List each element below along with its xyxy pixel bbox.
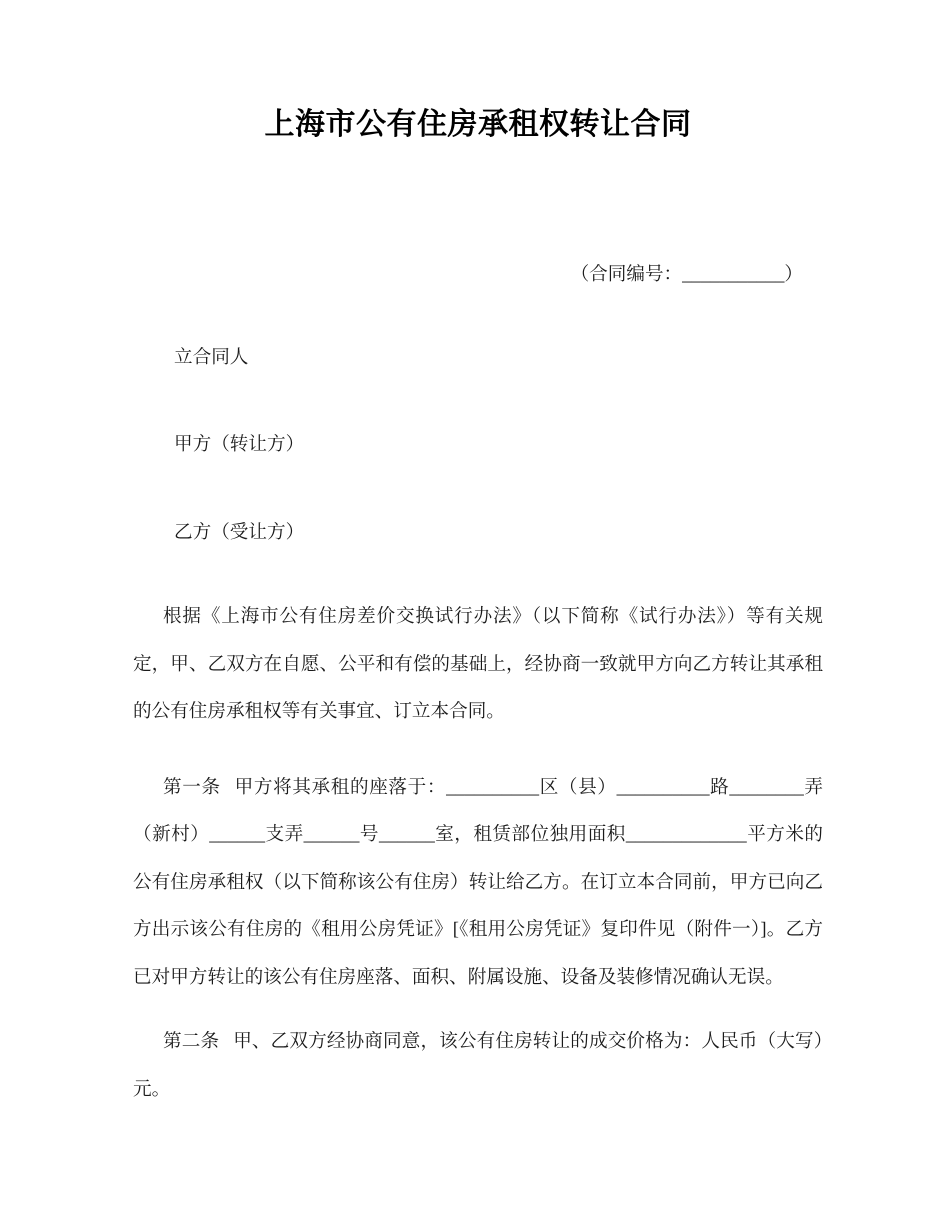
party-a-line: 甲方（转让方）: [174, 434, 305, 455]
article-2-text: 甲、乙双方经协商同意，该公有住房转让的成交价格为：人民币（大写）元。: [133, 1031, 823, 1100]
article-1-text: 甲方将其承租的座落于：__________区（县）__________路________弄（新村）______支弄______号______室，租赁部位独用面积_____________平方米的公有住房承租权（以下简称该公有住房）转让给乙方。在订立本合同前，甲方已向乙方出示该公有住房的《租用公房凭证》[《租用公房凭证》复印件见（附件一）]。乙方已对甲方转让的该公有住房座落、面积、附属设施、设备及装修情况确认无误。: [133, 776, 823, 988]
article-2-label: 第二条: [163, 1031, 220, 1052]
party-intro-line: 立合同人: [174, 346, 249, 368]
article-1-paragraph: [133, 764, 823, 1002]
article-1-label: 第一条: [163, 776, 221, 798]
document-title: 上海市公有住房承租权转让合同: [264, 108, 692, 141]
party-b-line: 乙方（受让方）: [174, 521, 305, 543]
article-2-paragraph: [133, 1018, 823, 1113]
document-content: [133, 0, 823, 1113]
contract-number-line: （合同编号：___________）: [570, 264, 803, 285]
preamble-paragraph: 根据《上海市公有住房差价交换试行办法》（以下简称《试行办法》）等有关规定，甲、乙双方在自愿、公平和有偿的基础上，经协商一致就甲方向乙方转让其承租的公有住房承租权等有关事宜、订立本合同。: [133, 606, 823, 722]
